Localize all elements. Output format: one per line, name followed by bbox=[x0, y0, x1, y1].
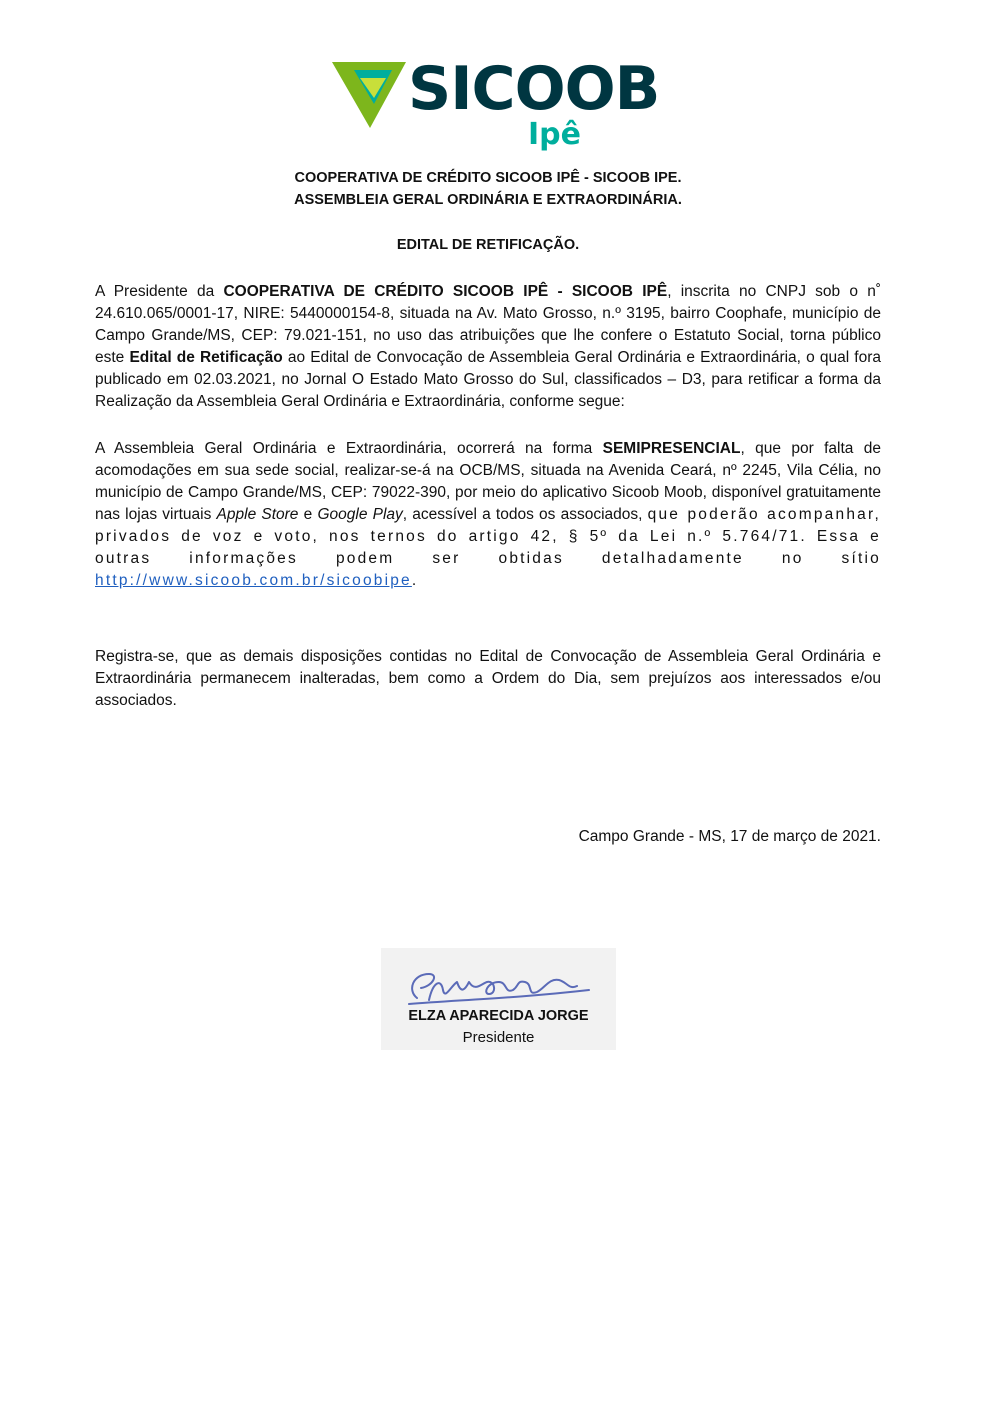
para2-text-4: , acessível a todos os associados, bbox=[402, 506, 648, 523]
logo-sub-text: Ipê bbox=[528, 117, 581, 152]
para1-text-3: ao Edital de Convocação de Assembleia Geral Ordinária e Extraordinária, o qual fora publicado em 02.03.2021, no Jornal O Estado Mato Grosso do Sul, classificados – D3, para retificar a forma da Realização da Assembleia Geral Ordinária e Extraordinária, conforme segue: bbox=[95, 349, 881, 410]
handwritten-signature bbox=[399, 960, 599, 1010]
para2-text-1: A Assembleia Geral Ordinária e Extraordinária, ocorrerá na forma bbox=[95, 440, 603, 457]
signatory-name: ELZA APARECIDA JORGE bbox=[408, 1008, 589, 1024]
paragraph-intro bbox=[95, 281, 881, 413]
paragraph-assembly-details bbox=[95, 438, 881, 592]
place-date: Campo Grande - MS, 17 de março de 2021. bbox=[578, 828, 881, 845]
heading-edital: EDITAL DE RETIFICAÇÃO. bbox=[396, 237, 580, 253]
heading-cooperative: COOPERATIVA DE CRÉDITO SICOOB IPÊ - SICOOB IPE. bbox=[294, 170, 682, 186]
para2-spaced-text: que poderão acompanhar, privados de voz e voto, nos ternos do artigo 42, § 5º da Lei n.º 5.764/71. Essa e outras informações podem ser obtidas detalhadamente no sítio bbox=[95, 506, 881, 567]
para1-text-2: , inscrita no CNPJ sob o n˚ 24.610.065/0001-17, NIRE: 5440000154-8, situada na Av. Mato Grosso, n.º 3195, bairro Coophafe, município de Campo Grande/MS, CEP: 79.021-151, no uso das atribuições que lhe confere o Estatuto Social, torna público este bbox=[95, 283, 881, 366]
heading-assembly: ASSEMBLEIA GERAL ORDINÁRIA E EXTRAORDINÁRIA. bbox=[294, 192, 682, 208]
sicoob-ipe-link[interactable]: http://www.sicoob.com.br/sicoobipe bbox=[95, 572, 412, 589]
para2-google-play: Google Play bbox=[317, 506, 403, 523]
paragraph-other-provisions: Registra-se, que as demais disposições contidas no Edital de Convocação de Assembleia Geral Ordinária e Extraordinária permanecem inalteradas, bem como a Ordem do Dia, sem prejuízos aos interessados e/ou associados. bbox=[95, 648, 881, 709]
para2-text-3: e bbox=[298, 506, 318, 523]
signatory-role: Presidente bbox=[462, 1029, 535, 1046]
signature-block bbox=[381, 948, 616, 1050]
para1-edital-retificacao: Edital de Retificação bbox=[129, 349, 283, 366]
para2-apple-store: Apple Store bbox=[216, 506, 299, 523]
para2-semipresencial: SEMIPRESENCIAL bbox=[602, 440, 741, 457]
para2-end: . bbox=[411, 572, 417, 589]
para1-text-1: A Presidente da bbox=[95, 283, 224, 300]
logo-brand-text: SICOOB bbox=[408, 54, 660, 124]
para2-text-2: , que por falta de acomodações em sua sede social, realizar-se-á na OCB/MS, situada na Avenida Ceará, nº 2245, Vila Célia, no município de Campo Grande/MS, CEP: 79022-390, por meio do aplicativo Sicoob Moob, disponível gratuitamente nas lojas virtuais bbox=[95, 440, 881, 523]
para1-cooperative-name: COOPERATIVA DE CRÉDITO SICOOB IPÊ - SICOOB IPÊ bbox=[223, 283, 668, 300]
sicoob-logo-mark-icon bbox=[330, 56, 408, 134]
sicoob-logo bbox=[330, 52, 660, 152]
